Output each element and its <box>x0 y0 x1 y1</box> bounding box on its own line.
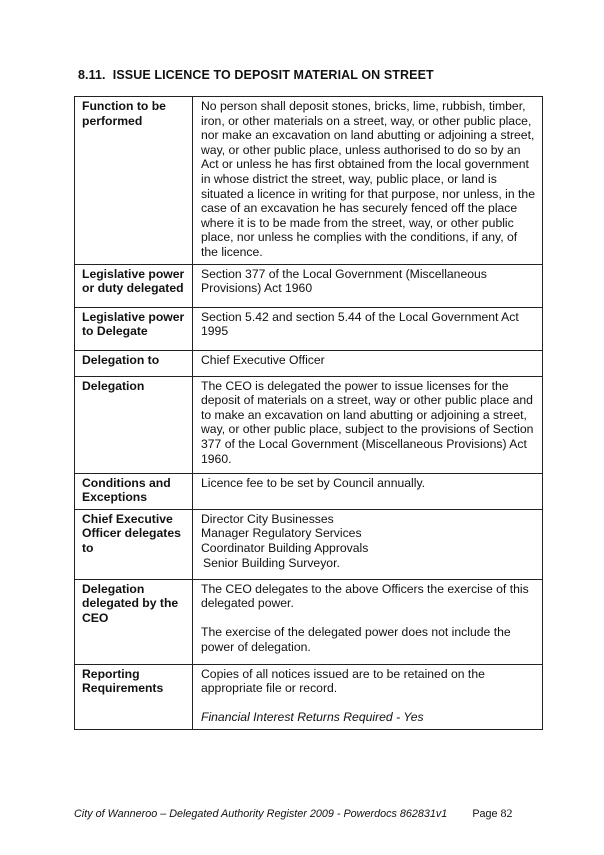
row-value: Chief Executive Officer <box>193 350 543 376</box>
footer-text: City of Wanneroo – Delegated Authority Register 2009 - Powerdocs 862831v1 <box>74 808 448 820</box>
table-row <box>75 473 543 509</box>
section-number: 8.11. <box>78 68 106 82</box>
row-value <box>193 579 543 664</box>
row-value: The CEO is delegated the power to issue licenses for the deposit of materials on a street, way or other public place and to make an excavation on land abutting or adjoining a street, way, or other public place, subject to the provisions of Section 377 of the Local Government (Miscellaneous Provisions) Act 1960. <box>193 376 543 473</box>
table-row <box>75 579 543 664</box>
table-row <box>75 350 543 376</box>
page-label <box>472 808 512 820</box>
paragraph: The CEO delegates to the above Officers the exercise of this delegated power. <box>201 581 529 611</box>
spacer <box>201 611 536 625</box>
delegation-table <box>74 96 543 730</box>
row-label: Function to be performed <box>75 97 193 265</box>
row-label: Legislative power to Delegate <box>75 307 193 350</box>
row-label: Reporting Requirements <box>75 664 193 729</box>
paragraph: Copies of all notices issued are to be retained on the appropriate file or record. <box>201 666 485 696</box>
paragraph: The exercise of the delegated power does not include the power of delegation. <box>201 624 511 654</box>
financial-interest-note: Financial Interest Returns Required - Yes <box>201 709 424 724</box>
row-label: Conditions and Exceptions <box>75 473 193 509</box>
row-label: Delegation delegated by the CEO <box>75 579 193 664</box>
row-value <box>193 664 543 729</box>
table-row <box>75 307 543 350</box>
section-heading <box>78 68 434 82</box>
page-footer <box>74 806 513 821</box>
table-row <box>75 264 543 307</box>
delegate-item: Coordinator Building Approvals <box>201 540 369 555</box>
row-label: Chief Executive Officer delegates to <box>75 509 193 579</box>
row-value: Section 5.42 and section 5.44 of the Local Government Act 1995 <box>193 307 543 350</box>
table-row <box>75 664 543 729</box>
page-number: 82 <box>500 806 513 820</box>
row-label: Delegation <box>75 376 193 473</box>
spacer <box>201 696 536 710</box>
table-row <box>75 509 543 579</box>
row-value <box>193 509 543 579</box>
row-label: Legislative power or duty delegated <box>75 264 193 307</box>
delegate-item: Senior Building Surveyor. <box>203 555 340 570</box>
row-label: Delegation to <box>75 350 193 376</box>
page-word: Page <box>472 808 498 820</box>
table-row <box>75 97 543 265</box>
row-value: Section 377 of the Local Government (Miscellaneous Provisions) Act 1960 <box>193 264 543 307</box>
delegate-item: Director City Businesses <box>201 511 334 526</box>
row-value: Licence fee to be set by Council annually. <box>193 473 543 509</box>
delegate-item: Manager Regulatory Services <box>201 526 362 541</box>
section-title: ISSUE LICENCE TO DEPOSIT MATERIAL ON STREET <box>112 68 434 82</box>
table-row <box>75 376 543 473</box>
row-value: No person shall deposit stones, bricks, lime, rubbish, timber, iron, or other materials on a street, way, or other public place, nor make an excavation on land abutting or adjoining a street, way, or other public place, unless authorised to do so by an Act or unless he has first obtained from the local government in whose district the street, way, public place, or land is situated a licence in writing for that purpose, nor unless, in the case of an excavation he has securely fenced off the place where it is to be made from the street, way, or other public place, nor unless he complies with the conditions, if any, of the licence. <box>193 97 543 265</box>
